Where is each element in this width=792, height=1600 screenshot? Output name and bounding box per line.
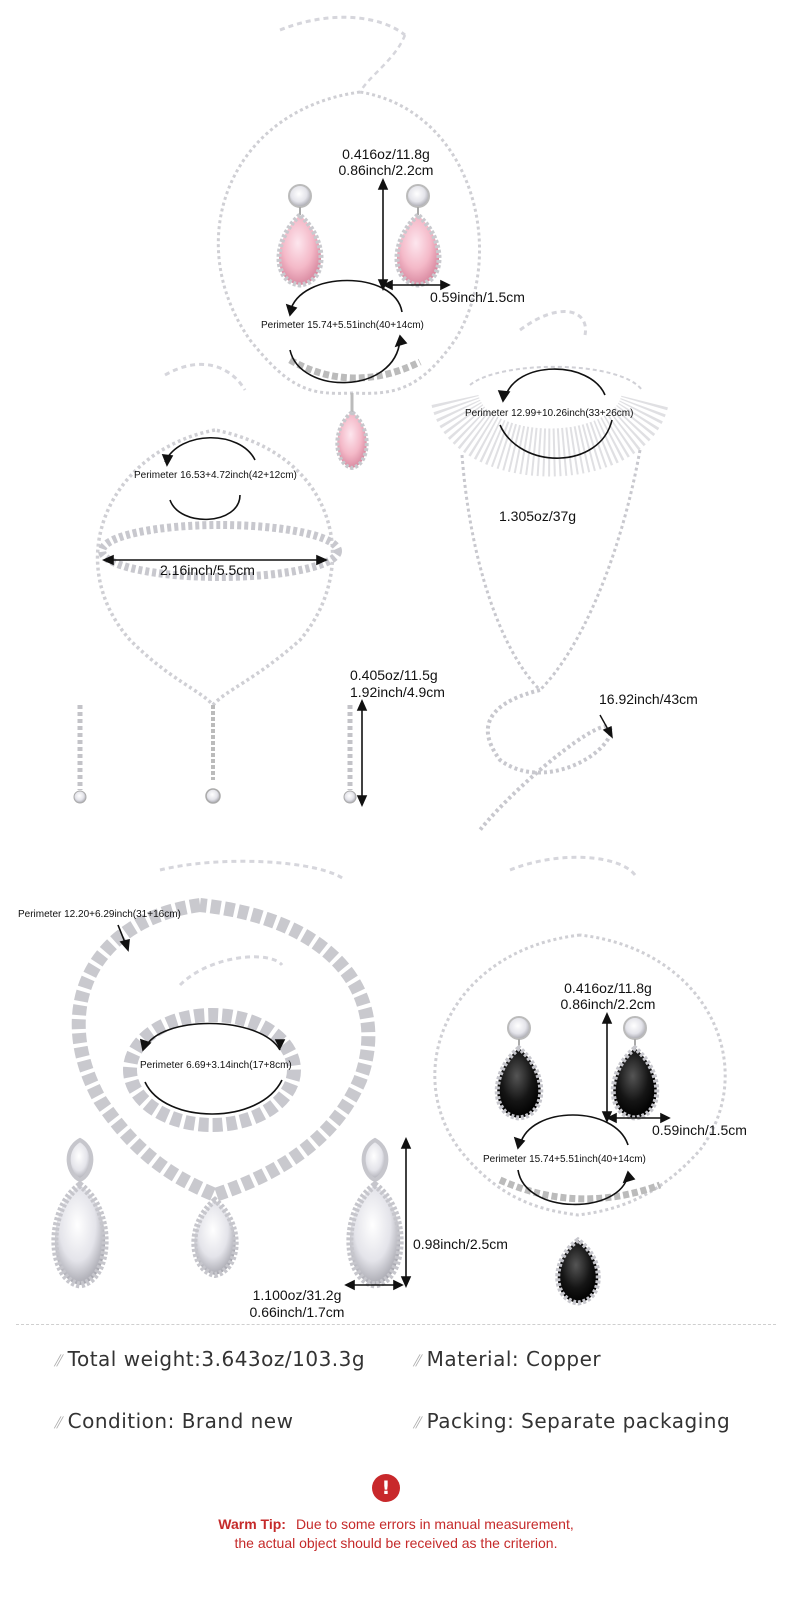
drop-earring-arrow — [358, 701, 366, 805]
flower-earring-length-label: 0.98inch/2.5cm — [413, 1236, 508, 1252]
flower-bracelet-perimeter-label: Perimeter 6.69+3.14inch(17+8cm) — [140, 1060, 292, 1071]
condition-label: Condition: — [67, 1409, 175, 1433]
spec-packing — [413, 1409, 730, 1433]
black-teardrop-earrings — [497, 1017, 657, 1118]
warning-text-1: Due to some errors in manual measurement, — [295, 1516, 574, 1532]
pink-earring-width-label: 0.59inch/1.5cm — [430, 289, 525, 305]
body-chain-length-label: 16.92inch/43cm — [599, 691, 698, 707]
pink-teardrop-necklace — [218, 17, 479, 468]
warning-line-2 — [0, 1534, 792, 1553]
bracelet-width-label: 2.16inch/5.5cm — [160, 562, 255, 578]
flower-bracelet — [130, 957, 294, 1125]
black-earring-width-label: 0.59inch/1.5cm — [652, 1122, 747, 1138]
choker-perimeter-label: Perimeter 12.99+10.26inch(33+26cm) — [465, 408, 634, 419]
bullet-icon: ⫽ — [413, 1351, 421, 1370]
flower-earring-width-label: 0.66inch/1.7cm — [249, 1304, 345, 1320]
spec-condition — [54, 1409, 293, 1433]
warning-title: Warm Tip: — [218, 1516, 286, 1532]
choker-weight-label: 1.305oz/37g — [499, 508, 577, 524]
warning-line-1 — [0, 1515, 792, 1534]
pink-teardrop-earrings — [279, 185, 439, 285]
rhinestone-choker-body-chain — [455, 311, 645, 830]
bullet-icon: ⫽ — [413, 1413, 421, 1432]
pink-necklace-perimeter-label: Perimeter 15.74+5.51inch(40+14cm) — [261, 320, 424, 331]
section-divider — [16, 1324, 776, 1325]
pink-necklace-perimeter-arc — [287, 281, 406, 383]
total-weight-label: Total weight: — [67, 1347, 202, 1371]
pink-earring-weight-label: 0.416oz/11.8g — [342, 146, 430, 162]
warning-text-2: the actual object should be received as the criterion. — [234, 1535, 558, 1551]
condition-value: Brand new — [181, 1409, 294, 1433]
spec-material — [413, 1347, 601, 1371]
black-necklace-perimeter-label: Perimeter 15.74+5.51inch(40+14cm) — [483, 1154, 646, 1165]
ydrop-perimeter-label: Perimeter 16.53+4.72inch(42+12cm) — [134, 470, 297, 481]
y-drop-necklace — [98, 364, 333, 803]
black-earring-weight-label: 0.416oz/11.8g — [564, 980, 652, 996]
black-earring-length-label: 0.86inch/2.2cm — [560, 996, 656, 1012]
material-value: Copper — [526, 1347, 602, 1371]
total-weight-value: 3.643oz/103.3g — [201, 1347, 366, 1371]
material-label: Material: — [426, 1347, 520, 1371]
bullet-icon: ⫽ — [54, 1413, 62, 1432]
drop-earring-length-label: 1.92inch/4.9cm — [350, 684, 445, 700]
flower-necklace-perimeter-label: Perimeter 12.20+6.29inch(31+16cm) — [18, 909, 181, 920]
packing-value: Separate packaging — [521, 1409, 731, 1433]
bullet-icon: ⫽ — [54, 1351, 62, 1370]
warning-icon: ! — [372, 1474, 400, 1502]
body-chain-arrow — [600, 715, 612, 737]
packing-label: Packing: — [426, 1409, 515, 1433]
spec-total-weight — [54, 1347, 365, 1371]
drop-earring-weight-label: 0.405oz/11.5g — [350, 667, 438, 683]
pink-earring-length-label: 0.86inch/2.2cm — [338, 162, 434, 178]
flower-set-weight-label: 1.100oz/31.2g — [252, 1287, 342, 1303]
